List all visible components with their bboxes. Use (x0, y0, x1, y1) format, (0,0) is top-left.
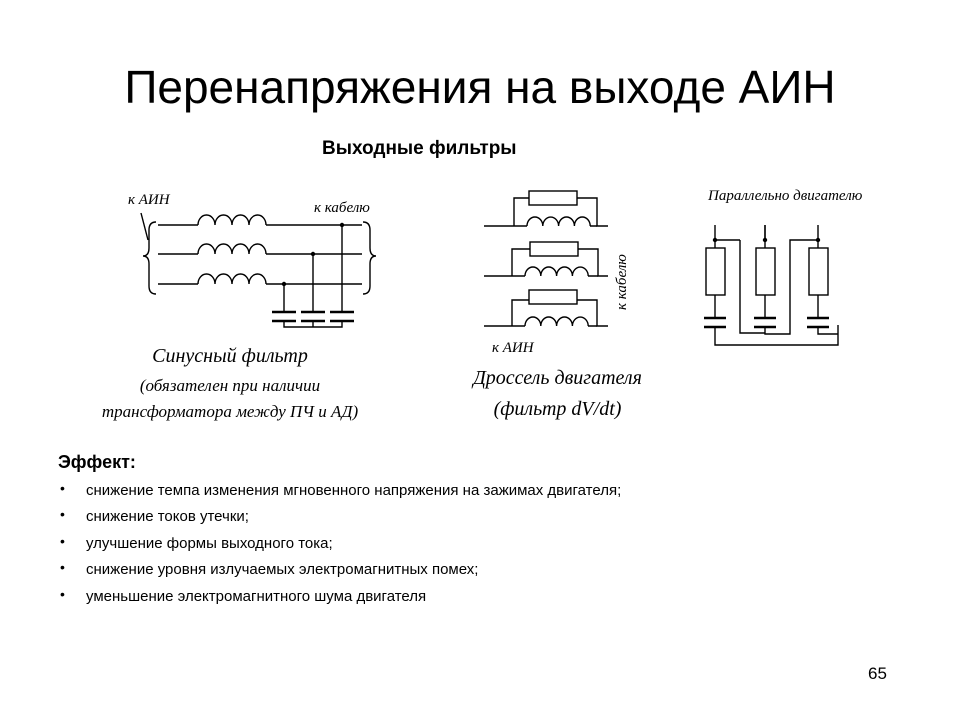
parallel-resistor-2 (756, 248, 775, 295)
page-number: 65 (868, 664, 887, 683)
bullet-icon: • (60, 506, 65, 523)
slide-subtitle: Выходные фильтры (322, 138, 517, 159)
bullet-icon: • (60, 559, 65, 576)
parallel-resistor-3 (809, 248, 828, 295)
parallel-branch-3 (807, 240, 838, 334)
effect-item-3: • улучшение формы выходного тока; (58, 533, 621, 559)
choke-input-label: к АИН (492, 340, 534, 356)
slide-title: Перенапряжения на выходе АИН (124, 61, 836, 113)
effect-item-1: • снижение темпа изменения мгновенного напряжения на зажимах двигателя; (58, 480, 621, 506)
parallel-resistor-1 (706, 248, 725, 295)
choke-caption-title: Дроссель двигателя (473, 367, 642, 389)
choke-caption-note: (фильтр dV/dt) (493, 398, 622, 420)
bullet-icon: • (60, 585, 65, 602)
effect-heading: Эффект: (58, 452, 136, 472)
sine-filter-input-label: к АИН (128, 192, 170, 208)
parallel-label: Параллельно двигателю (708, 188, 863, 204)
effect-list (58, 480, 621, 612)
sine-filter-caption-note-1: (обязателен при наличии (139, 376, 321, 395)
effect-item-2: • снижение токов утечки; (58, 506, 621, 532)
sine-filter-output-label: к кабелю (314, 200, 370, 216)
bullet-icon: • (60, 480, 65, 496)
effect-item-5: • уменьшение электромагнитного шума двигателя (58, 586, 621, 612)
bullet-icon: • (60, 532, 65, 549)
effect-item-4: • снижение уровня излучаемых электромагнитных помех; (58, 559, 621, 585)
sine-filter-caption-note-2: трансформатора между ПЧ и АД) (101, 402, 359, 421)
choke-output-label: к кабелю (614, 254, 630, 310)
sine-filter-caption-title: Синусный фильтр (152, 345, 308, 367)
